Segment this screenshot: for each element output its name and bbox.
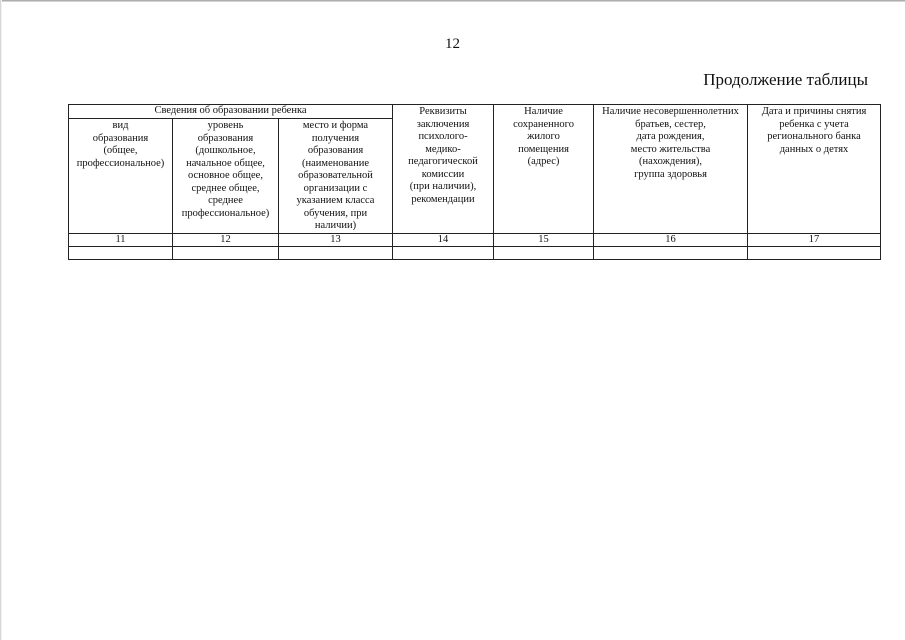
header-text-line: ребенка с учета — [779, 118, 849, 130]
header-text-line: Реквизиты — [419, 106, 467, 117]
header-education-place-form — [279, 119, 393, 234]
header-text-line: профессиональное) — [76, 157, 165, 169]
header-text-line: (адрес) — [527, 156, 560, 167]
header-row-group — [69, 105, 881, 119]
header-text-line: основное общее, — [188, 170, 263, 181]
header-deregistration-date-reasons — [748, 105, 881, 234]
scan-left-edge — [0, 0, 2, 640]
column-number: 15 — [494, 233, 594, 246]
header-text-line: обучения, при — [303, 207, 368, 219]
table-continuation-caption: Продолжение таблицы — [703, 70, 868, 89]
column-number: 11 — [69, 233, 173, 246]
header-text-line: помещения — [518, 143, 569, 155]
empty-cell — [69, 246, 173, 259]
column-number: 16 — [594, 233, 748, 246]
empty-cell — [748, 246, 881, 259]
header-text-line: Наличие несовершеннолетних — [602, 106, 739, 117]
column-number: 12 — [173, 233, 279, 246]
header-text-line: образования — [197, 132, 254, 144]
header-text-line: место и форма — [302, 120, 369, 131]
header-text-line: данных о детях — [779, 143, 849, 155]
header-text-line: группа здоровья — [634, 168, 707, 180]
header-text-line: братьев, сестер, — [635, 118, 706, 130]
empty-cell — [279, 246, 393, 259]
header-text-line: комиссии — [421, 168, 465, 180]
header-text-line: регионального банка — [767, 131, 861, 142]
header-text-line: (наименование — [302, 157, 369, 169]
header-text-line: среднее — [208, 195, 243, 206]
header-text-line: (нахождения), — [638, 156, 703, 167]
page-number: 12 — [445, 36, 460, 52]
column-number: 14 — [393, 233, 494, 246]
header-text-line: организации с — [303, 182, 368, 194]
header-text-line: профессиональное) — [181, 207, 270, 219]
empty-cell — [594, 246, 748, 259]
header-text-line: психолого- — [418, 131, 468, 142]
header-text-line: педагогической — [408, 156, 478, 167]
empty-cell — [494, 246, 594, 259]
header-text-line: получения — [311, 132, 360, 144]
header-text-line: Дата и причины снятия — [761, 106, 867, 117]
header-text-line: начальное общее, — [186, 157, 265, 169]
header-text-line: дата рождения, — [636, 131, 705, 142]
child-education-table — [68, 104, 881, 260]
header-text-line: указанием класса — [296, 195, 375, 206]
header-text-line: сохраненного — [513, 118, 574, 130]
header-text-line: (дошкольное, — [195, 145, 256, 156]
header-text-line: вид — [112, 120, 129, 131]
empty-cell — [173, 246, 279, 259]
header-commission-details — [393, 105, 494, 234]
header-text-line: образовательной — [298, 170, 373, 181]
header-text-line: Наличие — [524, 106, 563, 117]
header-text-line: жилого — [527, 131, 560, 142]
header-text-line: образования — [307, 145, 364, 156]
header-preserved-housing — [494, 105, 594, 234]
column-number: 17 — [748, 233, 881, 246]
header-minor-siblings — [594, 105, 748, 234]
header-text-line: наличии) — [314, 220, 357, 231]
header-text-line: медико- — [425, 143, 461, 155]
header-education-level — [173, 119, 279, 234]
column-number: 13 — [279, 233, 393, 246]
header-text-line: среднее общее, — [191, 182, 260, 194]
column-number-row — [69, 233, 881, 246]
header-text-line: образования — [92, 132, 149, 144]
header-text-line: уровень — [207, 120, 244, 131]
header-text-line: рекомендации — [411, 193, 475, 205]
scan-top-edge — [0, 0, 905, 2]
header-education-info: Сведения об образовании ребенка — [69, 105, 393, 119]
empty-cell — [393, 246, 494, 259]
empty-data-row — [69, 246, 881, 259]
header-education-type — [69, 119, 173, 234]
header-text-line: (при наличии), — [409, 181, 477, 192]
header-text-line: место жительства — [630, 143, 711, 155]
header-text-line: (общее, — [103, 145, 138, 156]
header-text-line: заключения — [416, 118, 470, 130]
